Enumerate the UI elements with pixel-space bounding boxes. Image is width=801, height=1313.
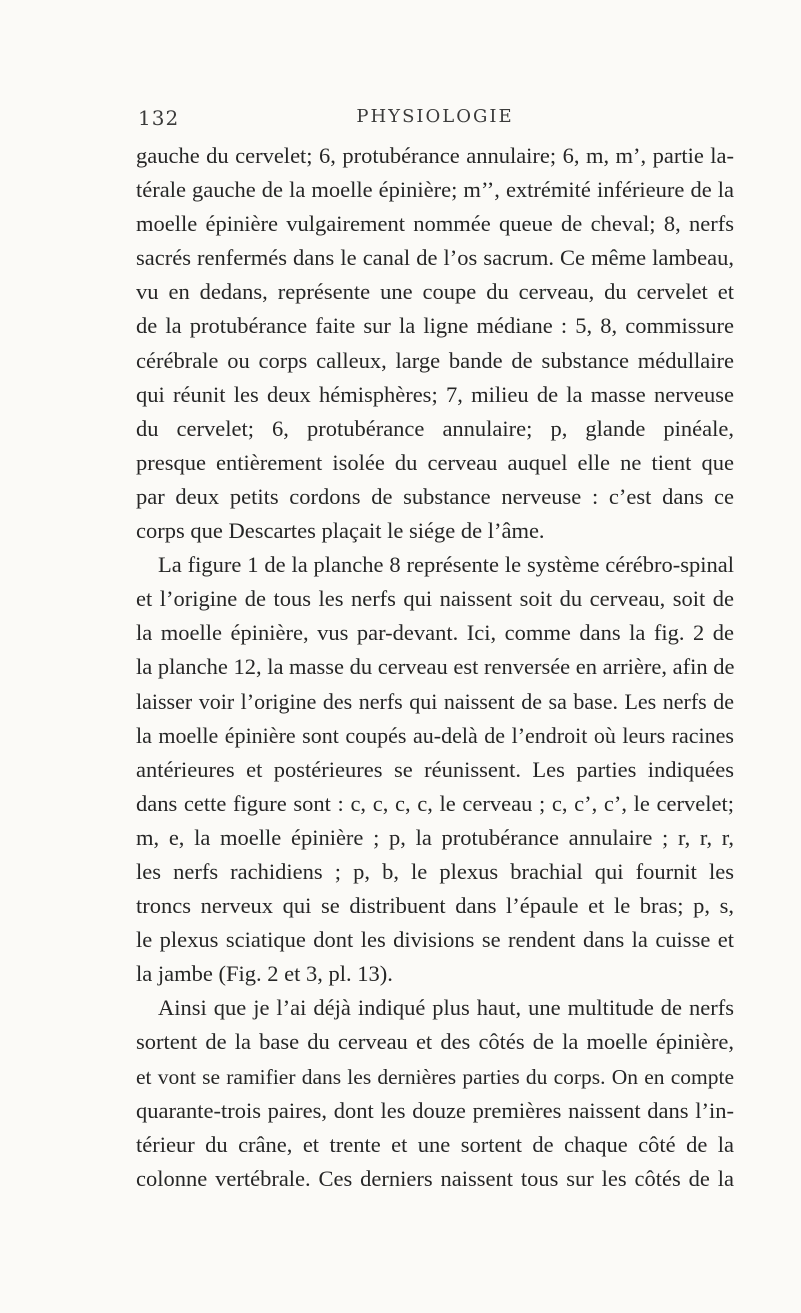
text-line: troncs nerveux qui se distribuent dans l’épaule et le bras; p, s, — [136, 893, 734, 919]
text-line: de la protubérance faite sur la ligne médiane : 5, 8, commissure — [136, 313, 734, 339]
text-line: moelle épinière vulgairement nommée queue de cheval; 8, nerfs — [136, 211, 734, 237]
text-line: du cervelet; 6, protubérance annulaire; p, glande pinéale, — [136, 415, 734, 441]
text-line: la jambe (Fig. 2 et 3, pl. 13). — [136, 961, 393, 987]
text-line: presque entièrement isolée du cerveau auquel elle ne tient que — [136, 449, 734, 475]
text-line: corps que Descartes plaçait le siége de l’âme. — [136, 518, 545, 544]
text-line: et vont se ramifier dans les dernières parties du corps. On en compte — [136, 1064, 734, 1089]
text-line: Ainsi que je l’ai déjà indiqué plus haut, une multitude de nerfs — [158, 995, 734, 1021]
text-line: qui réunit les deux hémisphères; 7, milieu de la masse nerveuse — [136, 381, 734, 407]
body-text — [136, 139, 734, 1196]
text-line: la moelle épinière sont coupés au-delà de l’endroit où leurs racines — [136, 722, 734, 748]
text-line: la planche 12, la masse du cerveau est renversée en arrière, afin de — [136, 654, 735, 680]
text-line: et l’origine de tous les nerfs qui naissent soit du cerveau, soit de — [136, 586, 734, 612]
text-line: térale gauche de la moelle épinière; m’’, extrémité inférieure de la — [136, 177, 734, 203]
text-line: sacrés renfermés dans le canal de l’os sacrum. Ce même lambeau, — [136, 245, 734, 271]
text-line: vu en dedans, représente une coupe du cerveau, du cervelet et — [136, 279, 734, 305]
text-line: antérieures et postérieures se réunissent. Les parties indiquées — [136, 756, 734, 782]
text-line: sortent de la base du cerveau et des côtés de la moelle épinière, — [136, 1029, 734, 1055]
text-line: gauche du cervelet; 6, protubérance annulaire; 6, m, m’, partie la- — [136, 143, 734, 168]
text-line: cérébrale ou corps calleux, large bande de substance médullaire — [136, 347, 734, 373]
text-line: le plexus sciatique dont les divisions se rendent dans la cuisse et — [136, 927, 734, 953]
running-head: PHYSIOLOGIE — [356, 106, 514, 127]
page-header — [138, 106, 732, 136]
page-number: 132 — [138, 106, 180, 130]
text-line: La figure 1 de la planche 8 représente le système cérébro-spinal — [158, 552, 734, 578]
text-line: m, e, la moelle épinière ; p, la protubérance annulaire ; r, r, r, — [136, 824, 734, 850]
text-line: térieur du crâne, et trente et une sortent de chaque côté de la — [136, 1131, 734, 1157]
text-line: colonne vertébrale. Ces derniers naissent tous sur les côtés de la — [136, 1165, 734, 1191]
text-line: la moelle épinière, vus par-devant. Ici, comme dans la fig. 2 de — [136, 620, 734, 646]
text-line: les nerfs rachidiens ; p, b, le plexus brachial qui fournit les — [136, 858, 734, 884]
text-line: quarante-trois paires, dont les douze premières naissent dans l’in- — [136, 1097, 734, 1123]
text-line: dans cette figure sont : c, c, c, c, le cerveau ; c, c’, c’, le cervelet; — [136, 790, 734, 816]
text-line: par deux petits cordons de substance nerveuse : c’est dans ce — [136, 483, 734, 509]
text-line: laisser voir l’origine des nerfs qui naissent de sa base. Les nerfs de — [136, 688, 734, 714]
